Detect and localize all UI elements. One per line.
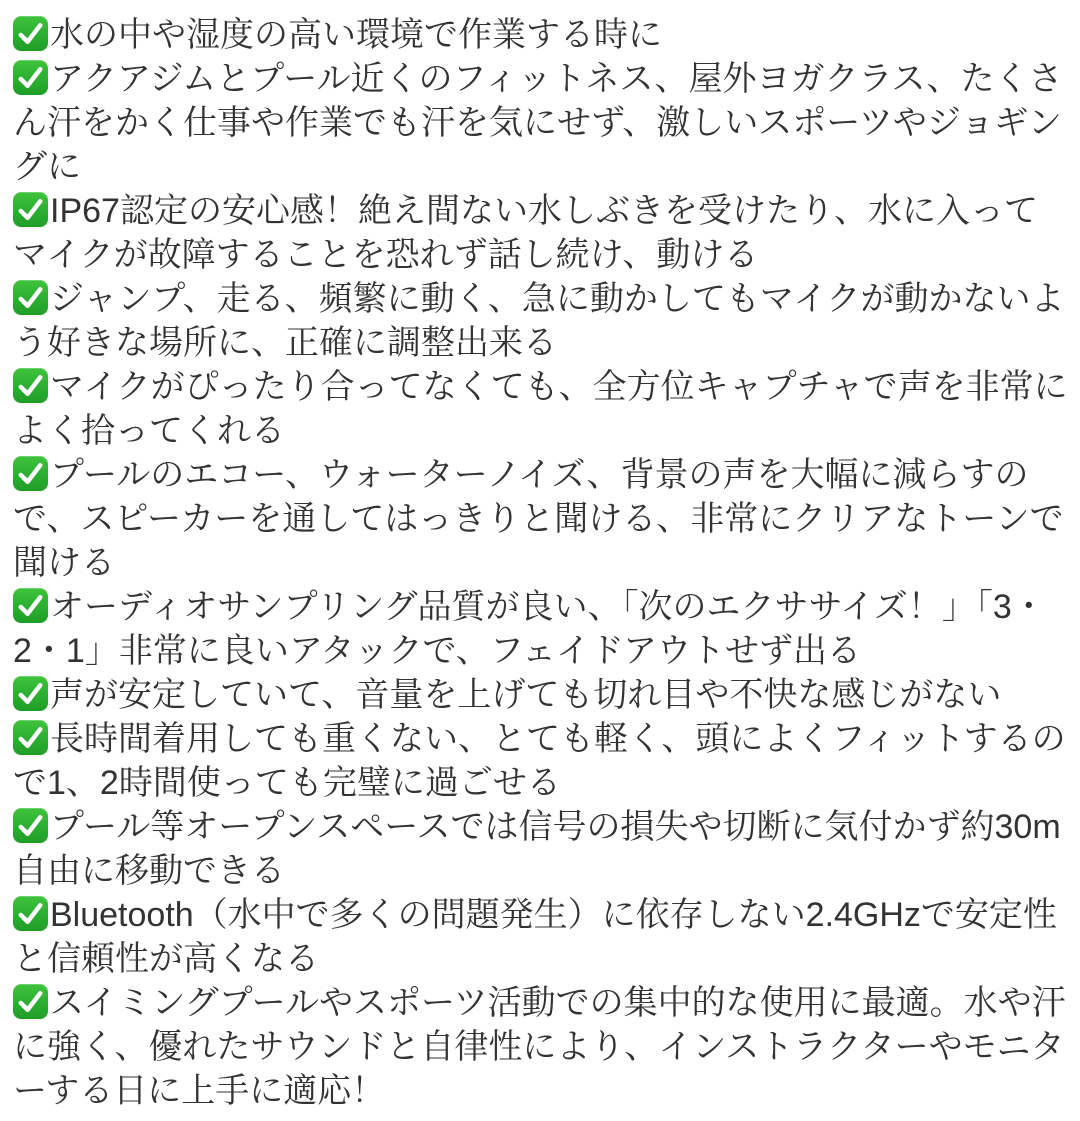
check-mark-icon bbox=[13, 456, 48, 491]
list-item bbox=[13, 57, 1068, 189]
list-item bbox=[13, 805, 1068, 893]
check-mark-icon bbox=[13, 16, 48, 51]
list-item-text: プールのエコー、ウォーターノイズ、背景の声を大幅に減らすので、スピーカーを通してはっきりと聞ける、非常にクリアなトーンで聞ける bbox=[13, 456, 1064, 582]
check-mark-icon bbox=[13, 192, 48, 227]
list-item-text: アクアジムとプール近くのフィットネス、屋外ヨガクラス、たくさん汗をかく仕事や作業でも汗を気にせず、激しいスポーツやジョギングに bbox=[13, 60, 1063, 186]
list-item-text: プール等オープンスペースでは信号の損失や切断に気付かず約30m自由に移動できる bbox=[13, 808, 1061, 890]
list-item-text: オーディオサンプリング品質が良い、「次のエクササイズ！」「3・2・1」非常に良いアタックで、フェイドアウトせず出る bbox=[13, 588, 1046, 670]
list-item bbox=[13, 189, 1068, 277]
list-item bbox=[13, 13, 1068, 57]
check-mark-icon bbox=[13, 896, 48, 931]
check-mark-icon bbox=[13, 588, 48, 623]
list-item-text: ジャンプ、走る、頻繁に動く、急に動かしてもマイクが動かないよう好きな場所に、正確に調整出来る bbox=[13, 280, 1065, 362]
list-item-text: 長時間着用しても重くない、とても軽く、頭によくフィットするので1、2時間使っても完璧に過ごせる bbox=[13, 720, 1066, 802]
list-item bbox=[13, 717, 1068, 805]
list-item-text: IP67認定の安心感！絶え間ない水しぶきを受けたり、水に入ってマイクが故障することを恐れず話し続け、動ける bbox=[13, 192, 1038, 274]
check-mark-icon bbox=[13, 984, 48, 1019]
check-mark-icon bbox=[13, 60, 48, 95]
check-mark-icon bbox=[13, 720, 48, 755]
list-item bbox=[13, 981, 1068, 1113]
check-mark-icon bbox=[13, 368, 48, 403]
list-item-text: 声が安定していて、音量を上げても切れ目や不快な感じがない bbox=[50, 676, 1002, 714]
list-item-text: 水の中や湿度の高い環境で作業する時に bbox=[50, 16, 662, 54]
list-item bbox=[13, 453, 1068, 585]
list-item bbox=[13, 673, 1068, 717]
list-item bbox=[13, 585, 1068, 673]
list-item bbox=[13, 365, 1068, 453]
list-item bbox=[13, 893, 1068, 981]
check-mark-icon bbox=[13, 280, 48, 315]
list-item bbox=[13, 277, 1068, 365]
list-item-text: マイクがぴったり合ってなくても、全方位キャプチャで声を非常によく拾ってくれる bbox=[13, 368, 1068, 450]
check-mark-icon bbox=[13, 676, 48, 711]
check-mark-icon bbox=[13, 808, 48, 843]
list-item-text: Bluetooth（水中で多くの問題発生）に依存しない2.4GHzで安定性と信頼性が高くなる bbox=[13, 896, 1057, 978]
list-item-text: スイミングプールやスポーツ活動での集中的な使用に最適。水や汗に強く、優れたサウンドと自律性により、インストラクターやモニターする日に上手に適応！ bbox=[13, 984, 1066, 1110]
